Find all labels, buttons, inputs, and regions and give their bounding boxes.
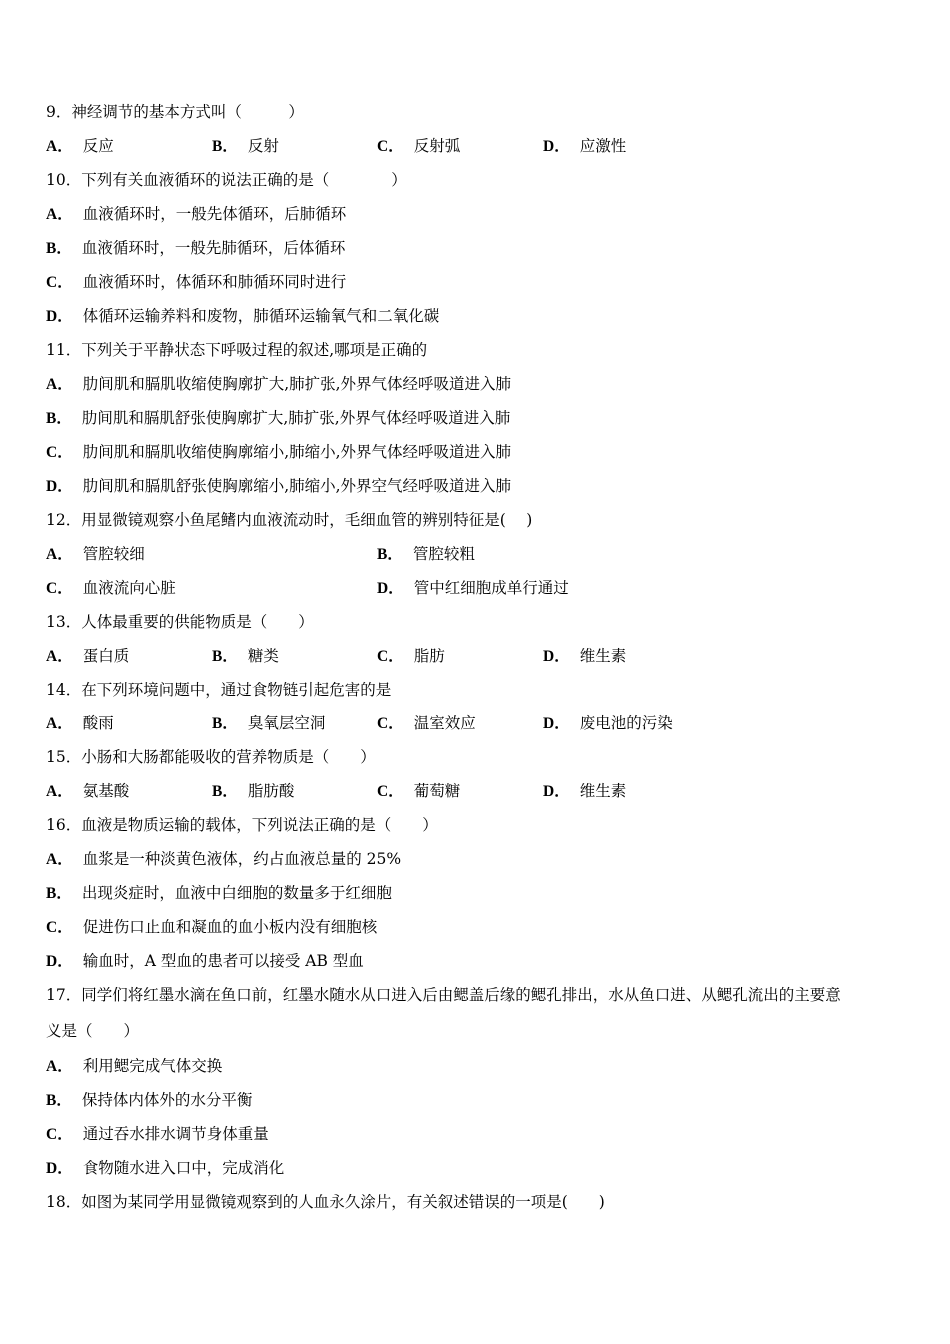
question-9-option-d: D． 应激性	[543, 137, 627, 155]
question-10-option-d: D． 体循环运输养料和废物，肺循环运输氧气和二氧化碳	[46, 307, 440, 325]
question-13-option-c: C． 脂肪	[377, 647, 445, 665]
question-12-option-c: C． 血液流向心脏	[46, 579, 176, 597]
question-9-stem: 9．神经调节的基本方式叫（ ）	[46, 103, 304, 121]
question-17-option-b: B． 保持体内体外的水分平衡	[46, 1091, 253, 1109]
question-11-stem: 11．下列关于平静状态下呼吸过程的叙述,哪项是正确的	[46, 341, 428, 359]
question-17-option-d: D． 食物随水进入口中，完成消化	[46, 1159, 285, 1177]
question-10-option-b: B． 血液循环时，一般先肺循环，后体循环	[46, 239, 346, 257]
question-11-option-a: A． 肋间肌和膈肌收缩使胸廓扩大,肺扩张,外界气体经呼吸道进入肺	[46, 375, 512, 393]
question-13-option-d: D． 维生素	[543, 647, 627, 665]
question-14-stem: 14．在下列环境问题中，通过食物链引起危害的是	[46, 681, 392, 699]
question-14-option-c: C． 温室效应	[377, 714, 476, 732]
question-9-option-c: C． 反射弧	[377, 137, 461, 155]
question-11-option-c: C． 肋间肌和膈肌收缩使胸廓缩小,肺缩小,外界气体经呼吸道进入肺	[46, 443, 512, 461]
question-9-option-a: A． 反应	[46, 137, 114, 155]
question-14-option-b: B． 臭氧层空洞	[212, 714, 326, 732]
question-15-option-d: D． 维生素	[543, 782, 627, 800]
question-17-option-c: C． 通过吞水排水调节身体重量	[46, 1125, 269, 1143]
question-16-stem: 16．血液是物质运输的载体，下列说法正确的是（ ）	[46, 816, 438, 834]
question-15-stem: 15．小肠和大肠都能吸收的营养物质是（ ）	[46, 748, 376, 766]
question-16-option-a: A． 血浆是一种淡黄色液体，约占血液总量的 25%	[46, 850, 402, 868]
question-11-option-b: B． 肋间肌和膈肌舒张使胸廓扩大,肺扩张,外界气体经呼吸道进入肺	[46, 409, 511, 427]
question-17-stem-continued: 义是（ ）	[46, 1022, 140, 1040]
question-11-option-d: D． 肋间肌和膈肌舒张使胸廓缩小,肺缩小,外界空气经呼吸道进入肺	[46, 477, 512, 495]
question-15-option-a: A． 氨基酸	[46, 782, 130, 800]
question-18-stem: 18．如图为某同学用显微镜观察到的人血永久涂片，有关叙述错误的一项是( )	[46, 1193, 605, 1211]
question-15-option-b: B． 脂肪酸	[212, 782, 295, 800]
question-13-option-a: A． 蛋白质	[46, 647, 130, 665]
question-9-option-b: B． 反射	[212, 137, 279, 155]
question-16-option-c: C． 促进伤口止血和凝血的血小板内没有细胞核	[46, 918, 378, 936]
question-13-option-b: B． 糖类	[212, 647, 279, 665]
question-12-option-b: B． 管腔较粗	[377, 545, 475, 563]
question-16-option-b: B． 出现炎症时，血液中白细胞的数量多于红细胞	[46, 884, 392, 902]
question-12-option-a: A． 管腔较细	[46, 545, 145, 563]
question-17-option-a: A． 利用鳃完成气体交换	[46, 1057, 223, 1075]
question-14-option-a: A． 酸雨	[46, 714, 114, 732]
question-10-option-c: C． 血液循环时，体循环和肺循环同时进行	[46, 273, 347, 291]
question-16-option-d: D． 输血时，A 型血的患者可以接受 AB 型血	[46, 952, 364, 970]
question-12-option-d: D． 管中红细胞成单行通过	[377, 579, 569, 597]
question-10-option-a: A． 血液循环时，一般先体循环，后肺循环	[46, 205, 347, 223]
question-13-stem: 13．人体最重要的供能物质是（ ）	[46, 613, 314, 631]
question-17-stem: 17．同学们将红墨水滴在鱼口前，红墨水随水从口进入后由鳃盖后缘的鳃孔排出，水从鱼口进、从鳃孔流出的主要意	[46, 986, 841, 1004]
question-10-stem: 10．下列有关血液循环的说法正确的是（ ）	[46, 171, 407, 189]
question-14-option-d: D． 废电池的污染	[543, 714, 673, 732]
question-12-stem: 12．用显微镜观察小鱼尾鳍内血液流动时，毛细血管的辨别特征是( )	[46, 511, 533, 529]
question-15-option-c: C． 葡萄糖	[377, 782, 461, 800]
